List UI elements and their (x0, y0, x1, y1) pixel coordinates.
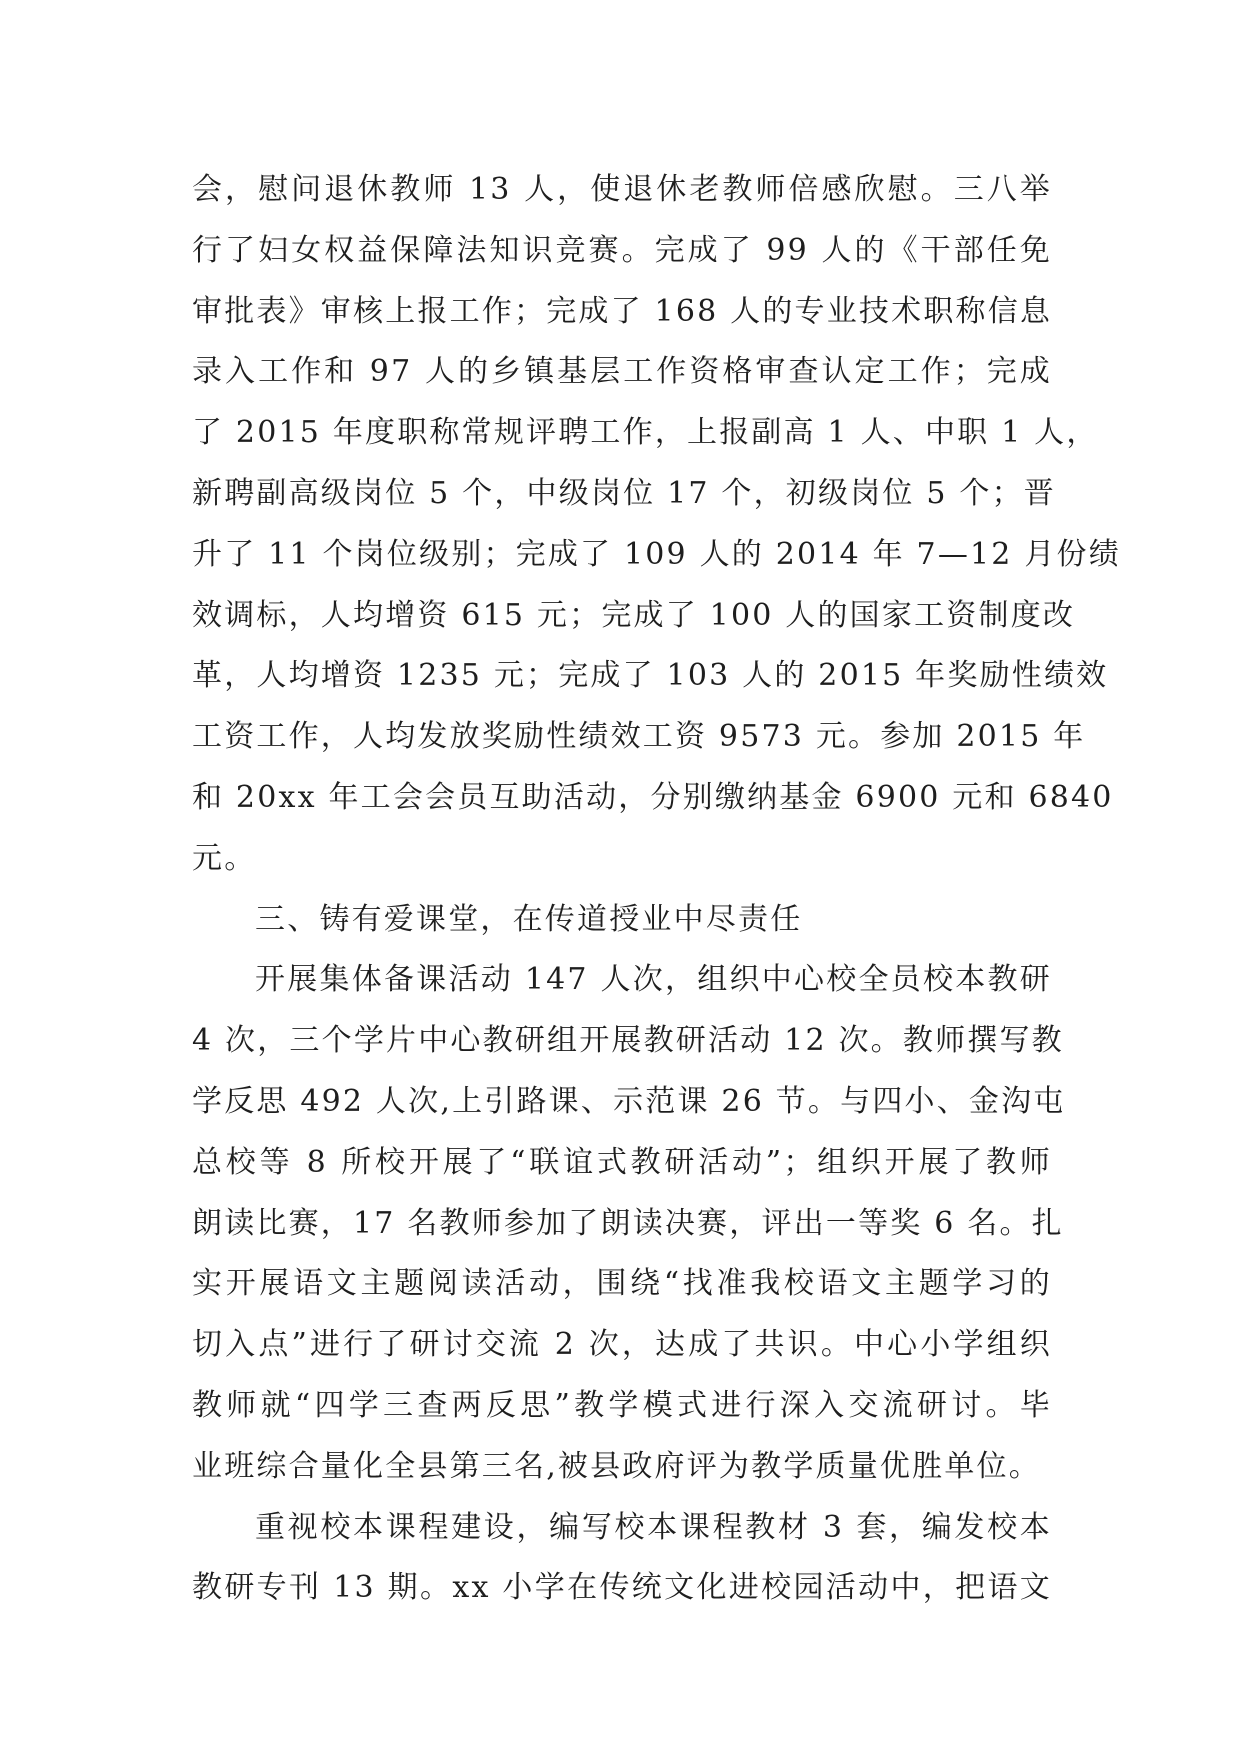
body-text-line: 业班综合量化全县第三名,被县政府评为教学质量优胜单位。 (192, 1448, 1041, 1484)
body-text-line: 元。 (192, 840, 257, 876)
body-text-line: 新聘副高级岗位 5 个，中级岗位 17 个，初级岗位 5 个；晋 (192, 475, 1056, 511)
body-text-line: 重视校本课程建设，编写校本课程教材 3 套，编发校本 (255, 1509, 1052, 1545)
body-text-line: 实开展语文主题阅读活动，围绕“找准我校语文主题学习的 (192, 1266, 1052, 1302)
body-text-line: 革，人均增资 1235 元；完成了 103 人的 2015 年奖励性绩效 (192, 658, 1109, 694)
body-text-line: 开展集体备课活动 147 人次，组织中心校全员校本教研 (255, 962, 1052, 998)
body-text-line: 行了妇女权益保障法知识竞赛。完成了 99 人的《干部任免 (192, 232, 1052, 268)
body-text-line: 朗读比赛，17 名教师参加了朗读决赛，评出一等奖 6 名。扎 (192, 1205, 1064, 1241)
body-text-line: 了 2015 年度职称常规评聘工作，上报副高 1 人、中职 1 人， (192, 415, 1099, 451)
body-text-line: 和 20xx 年工会会员互助活动，分别缴纳基金 6900 元和 6840 (192, 779, 1114, 815)
section-heading: 三、铸有爱课堂，在传道授业中尽责任 (255, 901, 803, 937)
body-text-line: 总校等 8 所校开展了“联谊式教研活动”；组织开展了教师 (192, 1144, 1052, 1180)
body-text-line: 教师就“四学三查两反思”教学模式进行深入交流研讨。毕 (192, 1387, 1052, 1423)
body-text-line: 切入点”进行了研讨交流 2 次，达成了共识。中心小学组织 (192, 1327, 1052, 1363)
body-text-line: 4 次，三个学片中心教研组开展教研活动 12 次。教师撰写教 (192, 1023, 1064, 1059)
body-text-line: 工资工作，人均发放奖励性绩效工资 9573 元。参加 2015 年 (192, 719, 1086, 755)
body-text-line: 学反思 492 人次,上引路课、示范课 26 节。与四小、金沟屯 (192, 1083, 1066, 1119)
body-text-line: 升了 11 个岗位级别；完成了 109 人的 2014 年 7—12 月份绩 (192, 536, 1121, 572)
body-text-line: 审批表》审核上报工作；完成了 168 人的专业技术职称信息 (192, 293, 1053, 329)
body-text-line: 录入工作和 97 人的乡镇基层工作资格审查认定工作；完成 (192, 354, 1052, 390)
body-text-line: 效调标，人均增资 615 元；完成了 100 人的国家工资制度改 (192, 597, 1076, 633)
body-text-line: 会，慰问退休教师 13 人，使退休老教师倍感欣慰。三八举 (192, 172, 1052, 207)
body-text-line: 教研专刊 13 期。xx 小学在传统文化进校园活动中，把语文 (192, 1570, 1052, 1606)
document-body (192, 160, 1121, 1619)
